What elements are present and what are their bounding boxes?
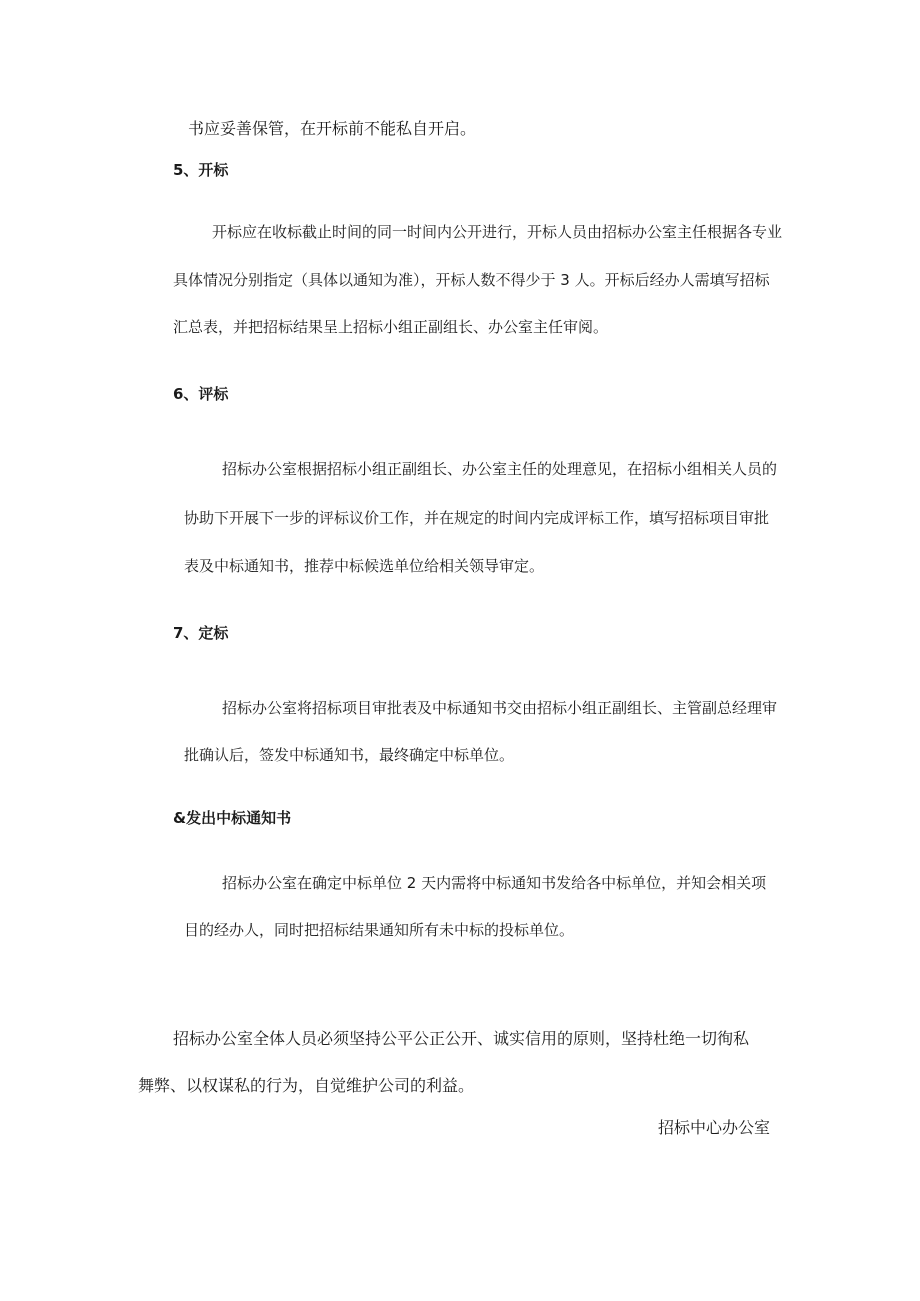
- continuation-text: 书应妥善保管，在开标前不能私自开启。: [188, 119, 477, 138]
- paragraph-line: 目的经办人，同时把招标结果通知所有未中标的投标单位。: [184, 921, 575, 939]
- section-heading: 7、定标: [173, 624, 229, 642]
- paragraph-line: 招标办公室将招标项目审批表及中标通知书交由招标小组正副组长、主管副总经理审: [222, 699, 778, 717]
- paragraph-line: 开标应在收标截止时间的同一时间内公开进行，开标人员由招标办公室主任根据各专业: [212, 223, 783, 241]
- signature: 招标中心办公室: [658, 1118, 771, 1137]
- paragraph-line: 汇总表，并把招标结果呈上招标小组正副组长、办公室主任审阅。: [173, 318, 609, 336]
- paragraph-line: 协助下开展下一步的评标议价工作，并在规定的时间内完成评标工作，填写招标项目审批: [184, 509, 770, 527]
- paragraph-line: 具体情况分别指定（具体以通知为准），开标人数不得少于 3 人。开标后经办人需填写招标: [173, 271, 770, 289]
- section-heading: &发出中标通知书: [173, 809, 292, 827]
- paragraph-line: 批确认后，签发中标通知书，最终确定中标单位。: [184, 746, 515, 764]
- section-heading: 5、开标: [173, 161, 229, 179]
- paragraph-line: 舞弊、以权谋私的行为，自觉维护公司的利益。: [138, 1076, 475, 1095]
- paragraph-line: 表及中标通知书，推荐中标候选单位给相关领导审定。: [184, 557, 545, 575]
- section-heading: 6、评标: [173, 385, 229, 403]
- paragraph-line: 招标办公室根据招标小组正副组长、办公室主任的处理意见，在招标小组相关人员的: [222, 460, 778, 478]
- paragraph-line: 招标办公室全体人员必须坚持公平公正公开、诚实信用的原则，坚持杜绝一切徇私: [173, 1029, 750, 1048]
- paragraph-line: 招标办公室在确定中标单位 2 天内需将中标通知书发给各中标单位，并知会相关项: [222, 874, 767, 892]
